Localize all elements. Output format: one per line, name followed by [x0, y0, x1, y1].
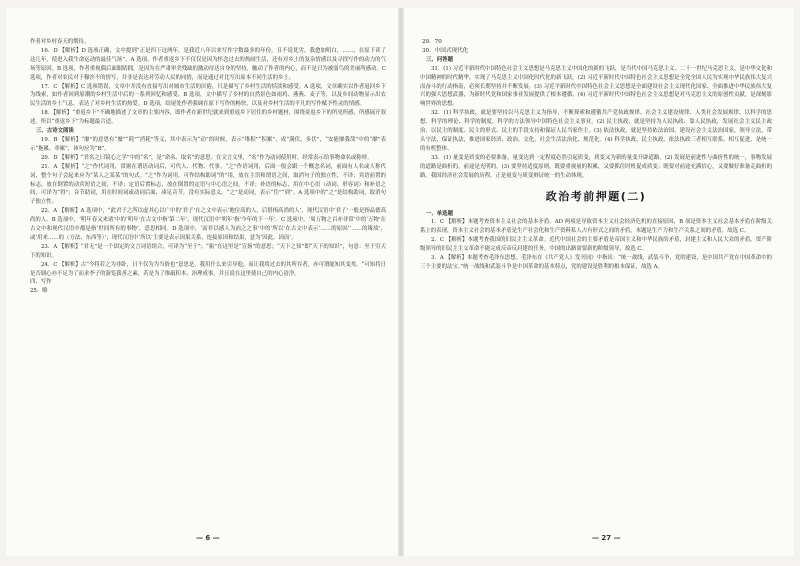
text-paragraph: 3．A 【解析】本题考查毛泽东思想。毛泽东在《共产党人》发刊词》中指出：“统一战线，武装斗争，党的建设，是中国共产党在中国革命中的三个主要的法宝。”统一战线和武装斗争是中国革命的基本特点，党的建设是胜利的根本保证，故选 A。 — [420, 255, 772, 270]
text-paragraph: 作者对乡村春天的期待。 — [30, 39, 90, 45]
right-page-answer-lines — [420, 38, 772, 56]
exam-title: 政治考前押题(二) — [545, 189, 647, 203]
section-heading: 三、古诗文阅读 — [36, 128, 74, 135]
section-heading-qa: 三、问答题 — [426, 56, 453, 63]
text-paragraph: 25．略 — [30, 288, 48, 295]
section-heading-single-choice: 一、单选题 — [426, 210, 453, 217]
right-page — [404, 8, 794, 556]
text-paragraph: 1．C 【解析】本题考查资本主义社会的基本矛盾。AD 两项是导致资本主义社会经济危机的直接原因，B 项是资本主义社会基本矛盾在阶级关系上的表现，资本主义社会的基本矛盾是生产社会化和生产资料私人占有形式之间的矛盾，本题是生产力和生产关系之间的矛盾，故选 C。 — [420, 219, 772, 235]
text-paragraph: 20．D 【解析】“君名之曰镜心之学”中的“名”，是“命名、取名”的意思。在文言文里，“名”作为动词使用时，经常表示给事物命名或称呼。 — [41, 154, 373, 161]
text-paragraph: 四、写作 — [30, 279, 52, 286]
right-page-mc-body — [420, 218, 772, 271]
text-paragraph: 32．(1) 科学执政，就是要坚持以马克思主义为指导，不断探索和遵循共产党执政规律、社会主义建设规律、人类社会发展规律，以科学的思想、科学的理论、科学的制度、科学的方法领导中国特色社会主义事业。(2) 民主执政，就是坚持为人民执政、靠人民执政，发展社会主义民主政治，以民主的制度、民主的形式、民主的手段支持和保证人民当家作主。(3) 依法执政，就是坚持依法治国、建设社会主义法治国家，领导立法，带头守法，保证执法，推进国家经济、政治、文化、社会生活法治化、规范化。(4) 科学执政、民主执政、依法执政三者相互联系、相互促进，是统一的有机整体。 — [420, 110, 772, 152]
right-page-body — [420, 65, 772, 181]
text-paragraph: 18．【解析】“重返乡下”不确地描述了文章的主要内容，即作者在新世纪就来到重返乡下居住的乡村题材，围绕童返乡下的所见所感，所感展开叙述。所以“重返乡下”为标题最合适。 — [30, 110, 386, 126]
text-paragraph: 24．C 【解析】古“今将若之为非卧，日不仅为为当俗也”意思是，我用什么来引导他，而让我将过去的其所存者，亦可谓能知其变矣。“可知将日是否调心亦不足为了而求李子的游览我善之素，若是为了推敲积本、治理成事，并且说在这里使自己的内心清净。 — [30, 261, 386, 277]
right-page-number: — 27 — — [592, 534, 621, 542]
answer-line: 30．中国式现代化 — [422, 47, 469, 54]
text-paragraph: 33．(1) 量变是质变的必要准备，量变达到一定程度必然引起质变，质变又为新的量变开辟道路。(2) 发展是前进性与曲折性的统一，事物发展的道路是曲折的，前途是光明的。(3) 要坚持适度原则，既要重视量的积累，又要抓住时机促成质变；既要对前途充满信心，又要做好准备走曲折的路。我国经济社会发展的历程，正是量变与质变辩证统一的生动体现。 — [420, 154, 772, 179]
left-page — [6, 8, 398, 556]
text-paragraph: 19．B 【解析】“靡”的意思有“糜”“耗”“消耗”等义，其中表示为“动”的时候，表示“堆积”“积累”，成“满伏、多伏”，“安能靡我哉”中的“靡”表示“拖累、牵累”，该句应为“B”。 — [30, 136, 386, 152]
left-page-body — [30, 38, 386, 296]
answer-line: 29．70 — [422, 39, 442, 45]
text-paragraph: 2．C 【解析】本题考查我国的旧民主主义革命。近代中国社会的主要矛盾是帝国主义和中华民族的矛盾，封建主义和人民大众的矛盾，资产阶级领导的旧民主主义革命不能完成反帝反封建的任务，中国的出路需要新的阶级领导，故选 C。 — [420, 237, 772, 253]
text-paragraph: 21．A 【解析】“之”作代词用，常据在谓语动词后，可代人、代物、代事。“之”作语词用，后面一般会跟一个概念名词，前面有人名或人称代词，整个句子会起来应为“某人之某某”的句式。“之”作为词用，可作结构助词“的”用，放在主语和谓语之间，取消句子的独立性，不译；宾语前置的标志，放在倒置的动宾短语之间，不译；定语后置标志，放在倒置的定语与中心语之间，不译；补语的标志，用在中心语（动词、形容词）和补语之间，可译为“得”；音节助词，用在时间词或动词后面，凑足音节，没有实际意义。“之”是动词，表示“往”“到”。A 选项中的“之”是结构助词，取消句子独立性。 — [30, 163, 386, 206]
left-page-number: — 6 — — [196, 534, 220, 542]
text-paragraph: 31．(1) 习近平新时代中国特色社会主义思想是马克思主义中国化的新的飞跃，是当代中国马克思主义、二十一世纪马克思主义，是中华文化和中国精神的时代精华，实现了马克思主义中国化时代化的新飞跃。(2) 习近平新时代中国特色社会主义思想是全党全国人民为实现中华民族伟大复兴而奋斗的行动指南，必须长期坚持并不断发展。(3) 习近平新时代中国特色社会主义思想是全面建设社会主义现代化国家、全面推进中华民族伟大复兴的强大思想武器，为新时代党和国家事业发展提供了根本遵循。(4) 习近平新时代中国特色社会主义思想是对马克思主义的原创性贡献，是深刻影响世界的思想。 — [420, 65, 772, 108]
text-paragraph: 23．A 【解析】“君无”是一个固定的文言词语组合，可译为“至于”；“振”在这里是“宣扬”的意思；“天下之知”即“天下的知识”，句意：至于穷天下的知识。 — [30, 243, 386, 259]
text-paragraph: 22．A 【解析】A 选项中，“此君子之所以虚其心以广中的‘君子’在之文中表示‘地位高的人，后借指高尚的人’，现代汉语中‘君子’一般是指品德高尚的人。B 选项中，‘明年春又来诸’中的‘明年’在古文中指‘第二年’，现代汉语中‘明年’指‘今年的下一年’。C 选项中，‘周万物之百亦非常’中的‘万物’在古文中和现代汉语中都是指‘世间所有的事物’，意思相同。D 选项中，‘而非以感人为治之之事’中的‘所以’在古文中表示‘……的原因’‘……的缘故’，或‘用来……的（方法、东西等）’；现代汉语中‘所以’主要是表示因果关系，连接原因和结果，意为‘因此、因而’。 — [30, 208, 386, 241]
text-paragraph: 17．C 【解析】C 选项错误，文章中并没有直接写出对城市生活的厌倦，只是描写了乡村生活的恬淡和感受。A 选项，文章确实以作者返回乡下为线索，如作者回到原潮的乡村生活中后的一系列回忆和感受。B 选项，文中描写了乡村的自然景色如雨鸡、燕燕、麦子等，以及乡间动物显示出农民生活的乡土气息，表达了对乡村生活的热爱。D 选项，结尾处作者强调在原下写作的畅快，以及对乡村生活的平凡的写作赋予性灵的情感。 — [30, 83, 386, 108]
text-paragraph: 16．D 【解析】D 选项正确，文中提到“正是四下这两年，是我近八年以来写作字数最多的年份，且不说优劣，我愈加明白，……，在原下读了这几年，使进入我生命运动的最佳气场”。A 选项，作者重返乡下不仅仅是因为怀念过去的热闹生活，还有对乡土的复杂情感以及寻找写作的动力的气场等原因。B 选项，作者重视偶后面眼睛拥，是因为在严肃审美残缺的激动待达自身的坚持，触动了作者的内心，而不是只为被弱鸟的美丽所感动。C 选项，作者对农民对于穆沙不的情写，并非是表达对劳动人民的同情，而是通过对比写出原本不同生活的乡土。 — [30, 47, 386, 81]
